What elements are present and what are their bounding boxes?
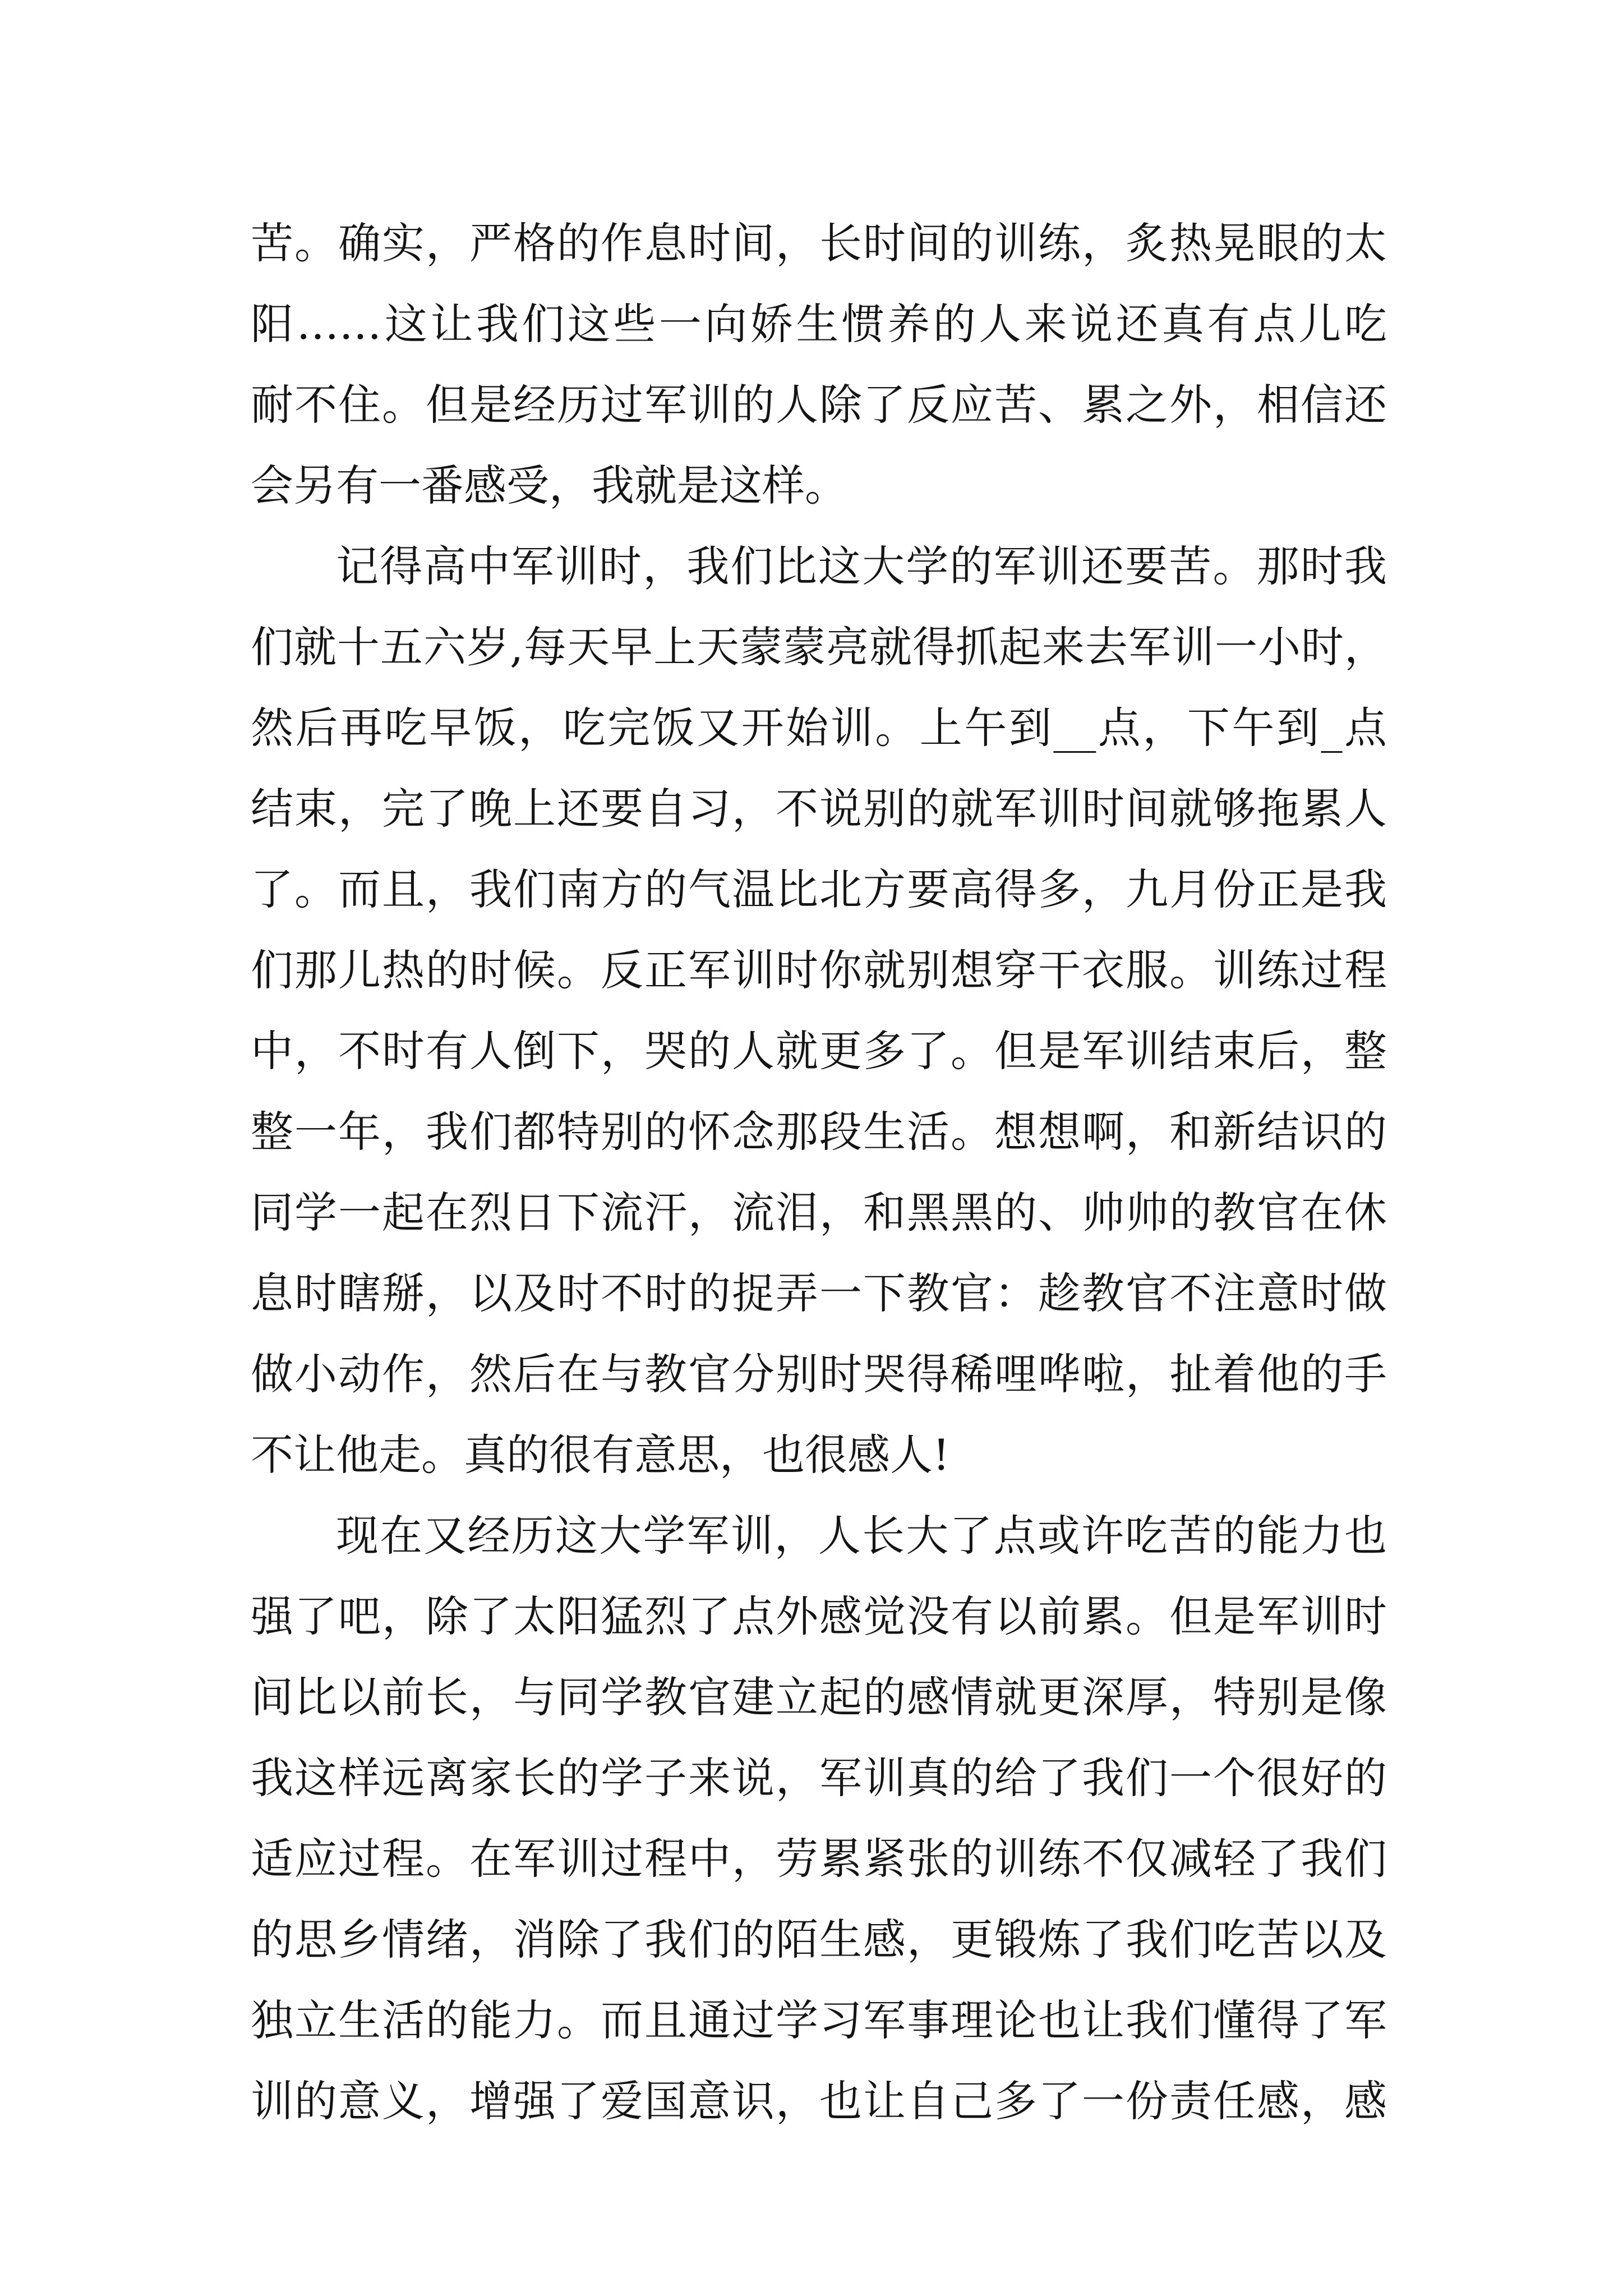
text-line: 息时瞎掰，以及时不时的捉弄一下教官：趁教官不注意时做 — [251, 1268, 1387, 1318]
text-line: 苦。确实，严格的作息时间，长时间的训练，炙热晃眼的太 — [251, 218, 1387, 268]
text-line: 的思乡情绪，消除了我们的陌生感，更锻炼了我们吃苦以及 — [251, 1915, 1387, 1964]
text-line: 独立生活的能力。而且通过学习军事理论也让我们懂得了军 — [251, 1995, 1387, 2045]
text-line: 做小动作，然后在与教官分别时哭得稀哩哗啦，扯着他的手 — [251, 1349, 1387, 1399]
body-text — [251, 203, 1387, 2142]
text-line: 强了吧，除了太阳猛烈了点外感觉没有以前累。但是军训时 — [251, 1591, 1387, 1641]
paragraph-3 — [251, 1496, 1387, 2142]
text-line: 整一年，我们都特别的怀念那段生活。想想啊，和新结识的 — [251, 1107, 1387, 1157]
text-line: 中，不时有人倒下，哭的人就更多了。但是军训结束后，整 — [251, 1026, 1387, 1076]
text-line: 结束，完了晚上还要自习，不说别的就军训时间就够拖累人 — [251, 784, 1387, 834]
text-line: 耐不住。但是经历过军训的人除了反应苦、累之外，相信还 — [251, 380, 1387, 430]
text-line: 然后再吃早饭，吃完饭又开始训。上午到__点，下午到_点 — [251, 703, 1387, 753]
text-line: 们就十五六岁,每天早上天蒙蒙亮就得抓起来去军训一小时， — [251, 622, 1387, 672]
text-line: 间比以前长，与同学教官建立起的感情就更深厚，特别是像 — [251, 1672, 1387, 1722]
text-line: 训的意义，增强了爱国意识，也让自己多了一份责任感，感 — [251, 2076, 1387, 2126]
paragraph-2 — [251, 526, 1387, 1496]
text-line: 适应过程。在军训过程中，劳累紧张的训练不仅减轻了我们 — [251, 1834, 1387, 1884]
text-line: 同学一起在烈日下流汗，流泪，和黑黑的、帅帅的教官在休 — [251, 1188, 1387, 1237]
text-line: 记得高中军训时，我们比这大学的军训还要苦。那时我 — [336, 541, 1387, 591]
text-line: 了。而且，我们南方的气温比北方要高得多，九月份正是我 — [251, 864, 1387, 914]
text-line: 会另有一番感受，我就是这样。 — [251, 461, 847, 510]
text-line: 现在又经历这大学军训，人长大了点或许吃苦的能力也 — [336, 1511, 1387, 1561]
text-line: 不让他走。真的很有意思，也很感人! — [251, 1430, 950, 1480]
text-line: 们那儿热的时候。反正军训时你就别想穿干衣服。训练过程 — [251, 945, 1387, 995]
text-line: 我这样远离家长的学子来说，军训真的给了我们一个很好的 — [251, 1753, 1387, 1803]
text-line: 阳……这让我们这些一向娇生惯养的人来说还真有点儿吃 — [251, 299, 1387, 349]
paragraph-1 — [251, 203, 1387, 526]
